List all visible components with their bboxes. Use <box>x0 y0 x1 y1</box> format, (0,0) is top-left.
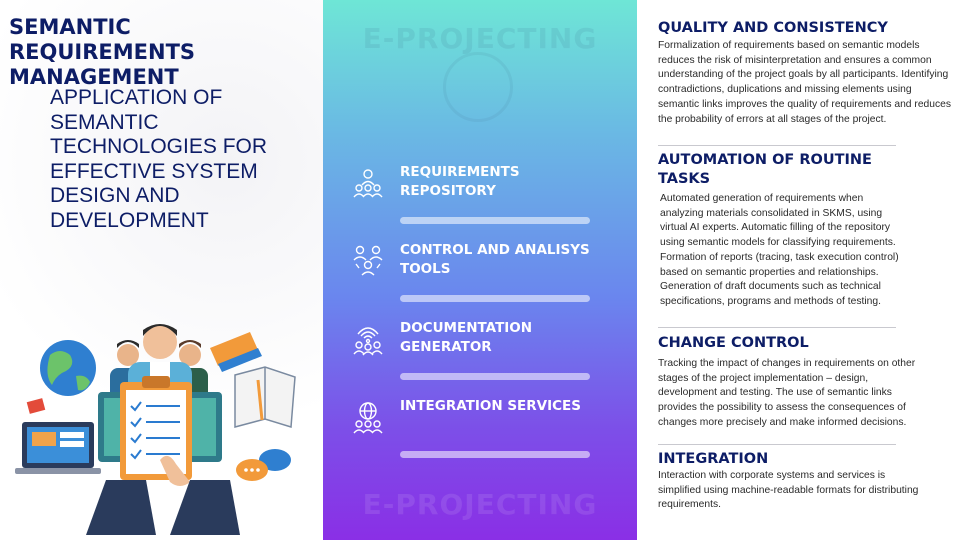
ruler-stripes-icon <box>210 332 262 372</box>
divider-bar <box>400 373 590 380</box>
feature-label: DOCUMENTATION GENERATOR <box>400 320 533 355</box>
divider-bar <box>400 451 590 458</box>
feature-panel <box>323 0 637 540</box>
section-heading-automation: AUTOMATION OF ROUTINE TASKS <box>658 152 872 187</box>
page-subtitle: APPLICATION OF SEMANTIC TECHNOLOGIES FOR EFFECTIVE SYSTEM DESIGN AND DEVELOPMENT <box>50 86 268 232</box>
feature-item-control-tools <box>351 244 621 314</box>
section-heading-change-control: CHANGE CONTROL <box>658 335 809 351</box>
feature-label: INTEGRATION SERVICES <box>400 398 581 414</box>
watermark-emblem <box>443 52 513 122</box>
watermark-top: E-PROJECTING <box>362 22 598 55</box>
sleeve-left <box>86 480 156 535</box>
clipboard-checklist-icon <box>120 376 192 480</box>
feature-label: CONTROL AND ANALISYS TOOLS <box>400 242 590 277</box>
globe-network-icon <box>351 400 385 434</box>
envelope-icon <box>27 398 46 414</box>
details-panel <box>637 0 960 540</box>
feature-item-documentation-generator <box>351 322 621 392</box>
section-body-integration: Interaction with corporate systems and services is simplified using machine-readable formats for distributing requirements. <box>658 470 919 511</box>
section-body-quality: Formalization of requirements based on semantic models reduces the risk of misinterpretation and ensures a common understanding of the project goals by all participants. Identifying contradictions, duplications and missing elements using semantic links improves the quality of requirements and reduces the probability of errors at all stages of the project. <box>658 40 952 125</box>
broadcast-group-icon <box>351 322 385 356</box>
sleeve-right <box>170 480 240 535</box>
section-divider <box>658 327 896 328</box>
page-title: SEMANTIC REQUIREMENTS MANAGEMENT <box>9 15 196 89</box>
watermark-bottom: E-PROJECTING <box>362 488 598 521</box>
laptop-icon <box>15 422 101 474</box>
divider-bar <box>400 217 590 224</box>
team-icon <box>351 166 385 200</box>
section-divider <box>658 145 896 146</box>
people-exchange-icon <box>351 244 385 278</box>
section-divider <box>658 444 896 445</box>
globe-icon <box>40 340 96 396</box>
divider-bar <box>400 295 590 302</box>
feature-item-integration-services <box>351 400 621 470</box>
feature-label: REQUIREMENTS REPOSITORY <box>400 164 520 199</box>
section-body-automation: Automated generation of requirements when analyzing materials consolidated in SKMS, using virtual AI experts. Automatic filling of the repository using semantic models for classifying requirements. Formation of reports (tracing, task execution control) based on semantic properties and relationships. Generation of draft documents such as technical specifications, programs and methods of testing. <box>660 193 899 307</box>
section-heading-quality: QUALITY AND CONSISTENCY <box>658 20 888 36</box>
open-book-icon <box>235 367 295 427</box>
left-panel <box>0 0 323 540</box>
section-heading-integration: INTEGRATION <box>658 451 769 467</box>
section-body-change-control: Tracking the impact of changes in requirements on other stages of the project implementation – design, development and testing. The use of semantic links provides the possibility to assess the consequences of changes more precisely and make informed decisions. <box>658 358 916 428</box>
feature-item-requirements-repository <box>351 166 621 236</box>
chat-bubbles-icon <box>236 449 291 481</box>
team-requirements-illustration <box>10 310 315 535</box>
